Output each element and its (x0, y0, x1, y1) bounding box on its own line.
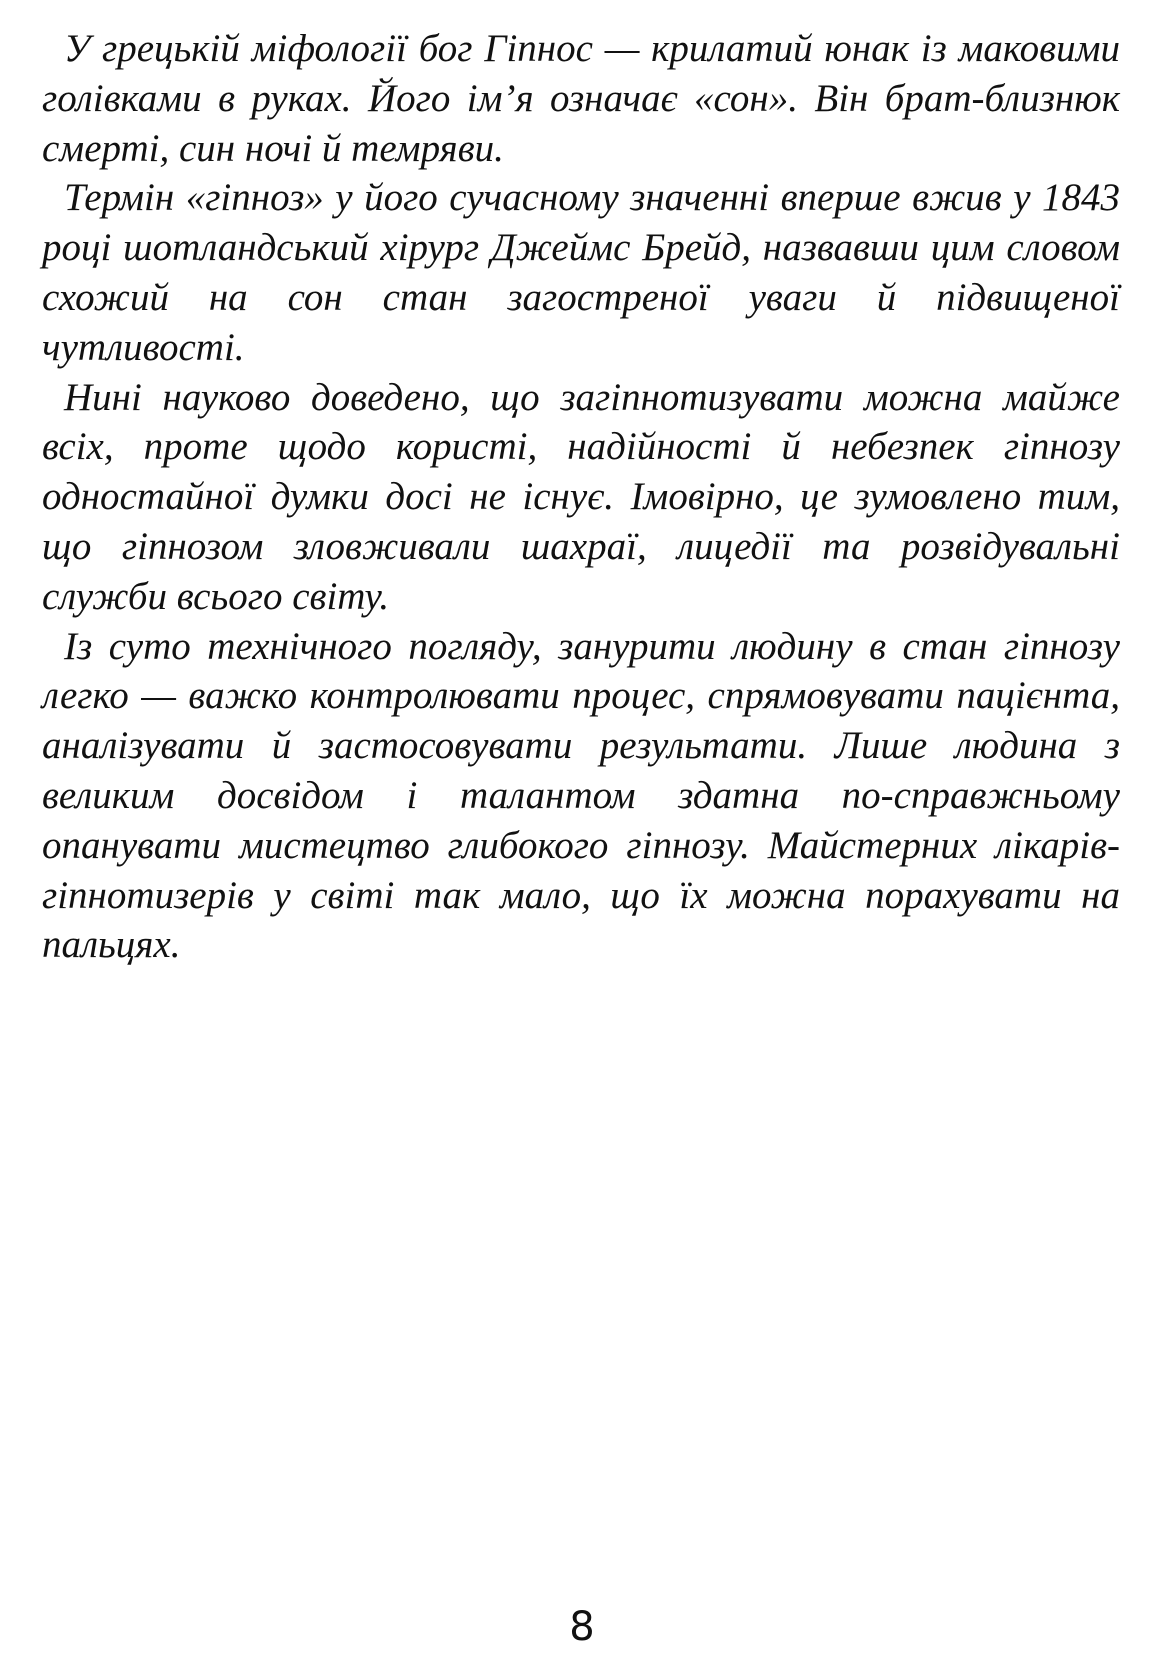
paragraph-term-origin: Термін «гіпноз» у його сучасному значенні вперше вжив у 1843 році шотландський хірург Джеймс Брейд, назвавши цим словом схожий на сон стан загостреної уваги й підвищеної чутливості. (42, 176, 1120, 369)
body-text (42, 24, 1120, 970)
paragraph-technical-view: Із суто технічного погляду, занурити людину в стан гіпнозу легко — важко контролювати процес, спрямовувати пацієнта, аналізувати й застосовувати результати. Лише людина з великим досвідом і талантом здатна по-справжньому опанувати мистецтво глибокого гіпнозу. Майстерних лікарів-гіпнотизерів у світі так мало, що їх можна порахувати на пальцях. (42, 624, 1120, 967)
paragraph-hypnos-myth: У грецькій міфології бог Гіпнос — крилатий юнак із маковими голівками в руках. Його ім’я означає «сон». Він брат-близнюк смерті, син ночі й темряви. (42, 27, 1120, 170)
page-number: 8 (569, 1604, 595, 1650)
paragraph-scientific-view: Нині науково доведено, що загіпнотизувати можна майже всіх, проте щодо користі, надійності й небезпек гіпнозу одностайної думки досі не існує. Імовірно, це зумовлено тим, що гіпнозом зловживали шахраї, лицедії та розвідувальні служби всього світу. (42, 375, 1120, 618)
